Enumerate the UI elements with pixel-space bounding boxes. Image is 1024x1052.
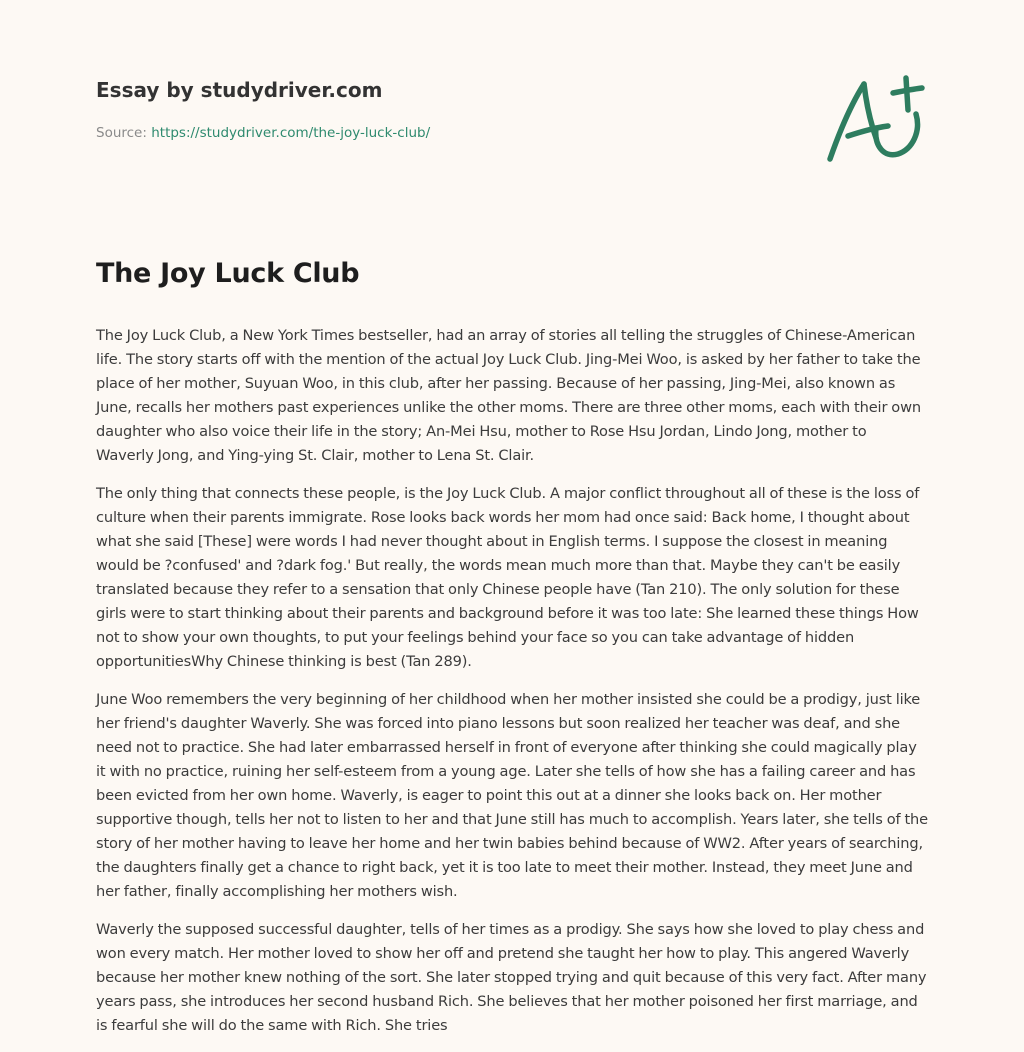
paragraph-1: The Joy Luck Club, a New York Times bestseller, had an array of stories all telling the struggles of Chinese-American life. The story starts off with the mention of the actual Joy Luck Club. Jing-Mei Woo, is asked by her father to take the place of her mother, Suyuan Woo, in this club, after her passing. Because of her passing, Jing-Mei, also known as June, recalls her mothers past experiences unlike the other moms. There are three other moms, each with their own daughter who also voice their life in the story; An-Mei Hsu, mother to Rose Hsu Jordan, Lindo Jong, mother to Waverly Jong, and Ying-ying St. Clair, mother to Lena St. Clair.	[96, 327, 921, 464]
site-title: Essay by studydriver.com	[96, 78, 383, 102]
essay-article	[96, 254, 928, 1052]
paragraph-2: The only thing that connects these people, is the Joy Luck Club. A major conflict throughout all of these is the loss of culture when their parents immigrate. Rose looks back words her mom had once said: Back home, I thought about what she said [These] were words I had never thought about in English terms. I suppose the closest in meaning would be ?confused' and ?dark fog.' But really, the words mean much more than that. Maybe they can't be easily translated because they refer to a sensation that only Chinese people have (Tan 210). The only solution for these girls were to start thinking about their parents and background before it was too late: She learned these things How not to show your own thoughts, to put your feelings behind your face so you can take advantage of hidden opportunitiesWhy Chinese thinking is best (Tan 289).	[96, 485, 920, 670]
source-line	[96, 124, 796, 142]
paragraph-3: June Woo remembers the very beginning of her childhood when her mother insisted she could be a prodigy, just like her friend's daughter Waverly. She was forced into piano lessons but soon realized her teacher was deaf, and she need not to practice. She had later embarrassed herself in front of everyone after thinking she could magically play it with no practice, ruining her self-esteem from a young age. Later she tells of how she has a failing career and has been evicted from her own home. Waverly, is eager to point this out at a dinner she looks back on. Her mother supportive though, tells her not to listen to her and that June still has much to accomplish. Years later, she tells of the story of her mother having to leave her home and her twin babies behind because of WW2. After years of searching, the daughters finally get a chance to right back, yet it is too late to meet their mother. Instead, they meet June and her father, finally accomplishing her mothers wish.	[96, 691, 928, 900]
source-link[interactable]: https://studydriver.com/the-joy-luck-club/	[151, 125, 431, 141]
paragraph-4: Waverly the supposed successful daughter, tells of her times as a prodigy. She says how she loved to play chess and won every match. Her mother loved to show her off and pretend she taught her how to play. This angered Waverly because her mother knew nothing of the sort. She later stopped trying and quit because of this very fact. After many years pass, she introduces her second husband Rich. She believes that her mother poisoned her first marriage, and is fearful she will do the same with Rich. She tries	[96, 921, 927, 1034]
essay-header	[96, 76, 796, 142]
a-plus-grade-icon	[818, 66, 930, 166]
source-label: Source:	[96, 125, 147, 141]
article-title: The Joy Luck Club	[96, 258, 360, 289]
